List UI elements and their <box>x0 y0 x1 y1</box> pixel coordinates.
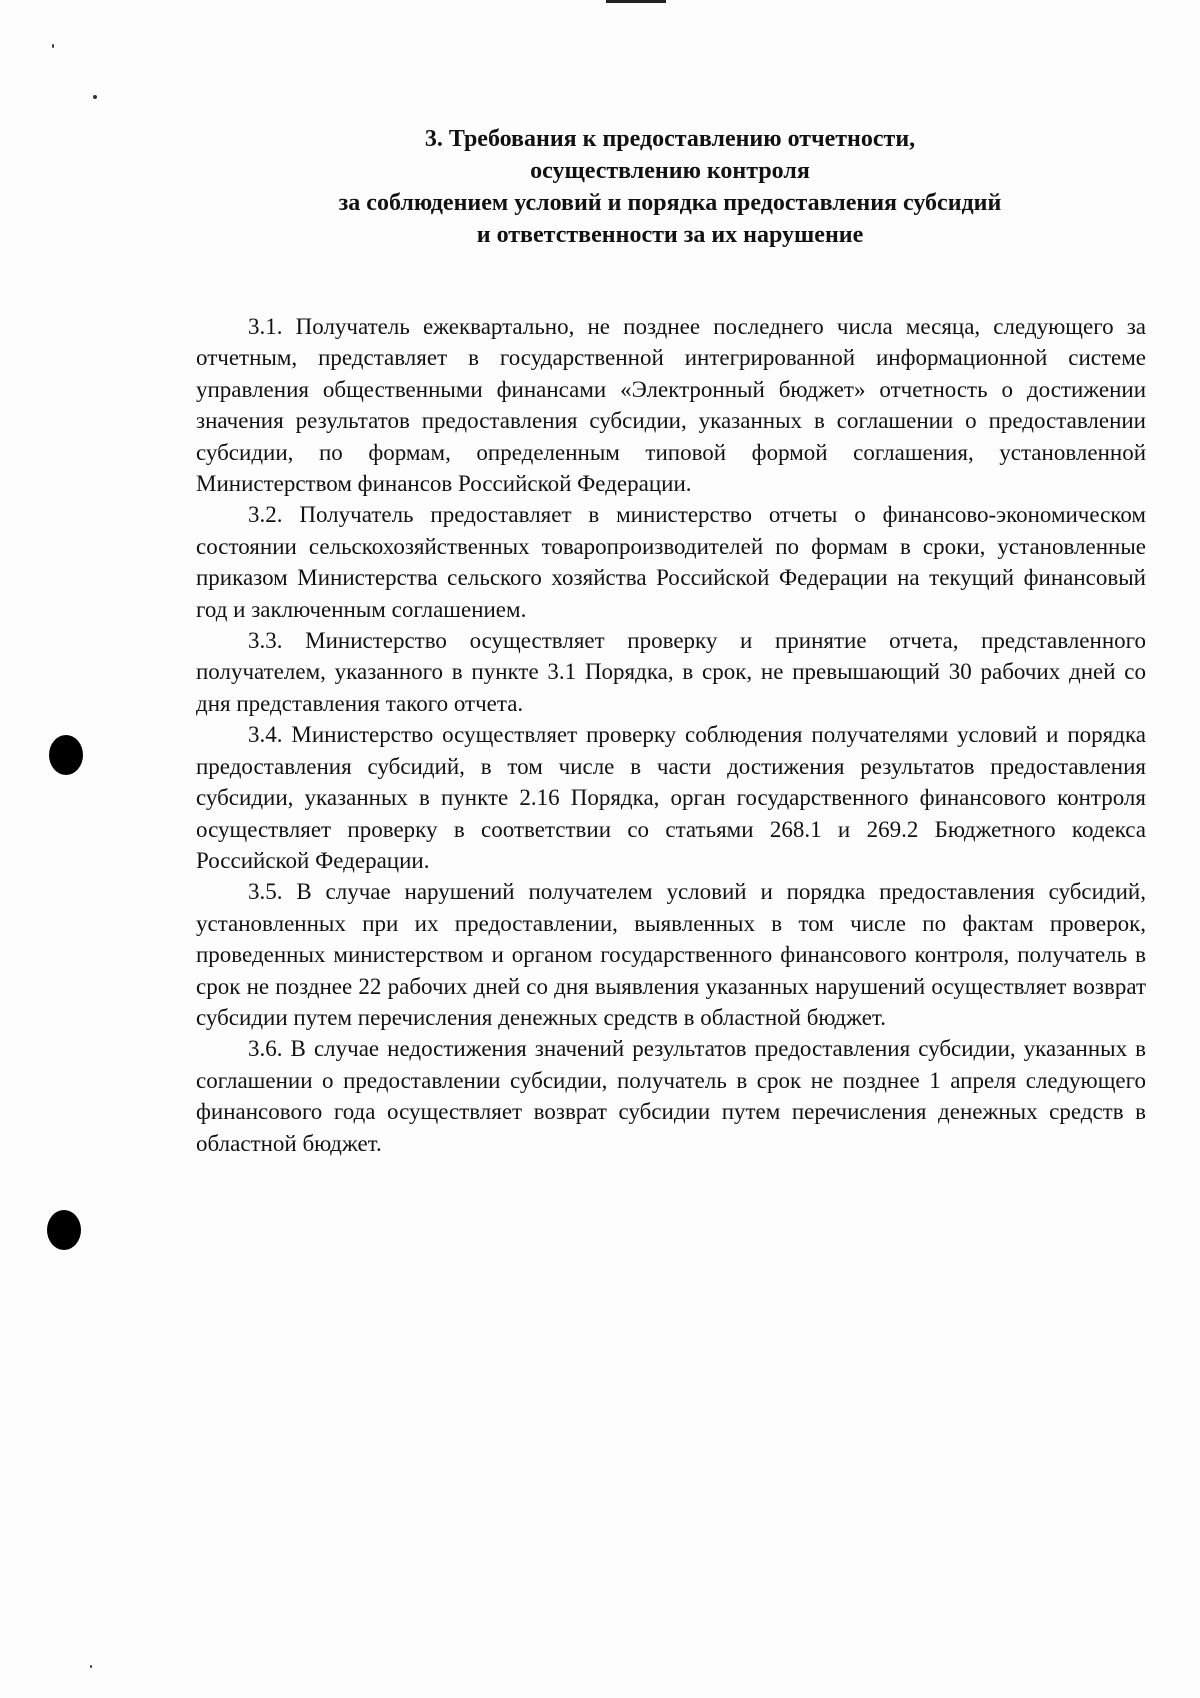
heading-line: 3. Требования к предоставлению отчетности, <box>424 126 916 152</box>
punch-hole <box>49 735 83 775</box>
heading-line: за соблюдением условий и порядка предоставления субсидий <box>338 190 1002 216</box>
scan-speck <box>52 44 54 48</box>
paragraph-3-5: 3.5. В случае нарушений получателем условий и порядка предоставления субсидий, установленных при их предоставлении, выявленных в том числе по фактам проверок, проведенных министерством и органом государственного финансового контроля, получатель в срок не позднее 22 рабочих дней со дня выявления указанных нарушений осуществляет возврат субсидии путем перечисления денежных средств в областной бюджет. <box>196 879 1146 1030</box>
paragraph-3-4: 3.4. Министерство осуществляет проверку соблюдения получателями условий и порядка предоставления субсидий, в том числе в части достижения результатов предоставления субсидии, указанных в пункте 2.16 Порядка, орган государственного финансового контроля осуществляет проверку в соответствии со статьями 268.1 и 269.2 Бюджетного кодекса Российской Федерации. <box>196 722 1146 873</box>
paragraph-3-1: 3.1. Получатель ежеквартально, не позднее последнего числа месяца, следующего за отчетным, представляет в государственной интегрированной информационной системе управления общественными финансами «Электронный бюджет» отчетность о достижении значения результатов предоставления субсидии, указанных в соглашении о предоставлении субсидии, по формам, определенным типовой формой соглашения, установленной Министерством финансов Российской Федерации. <box>196 314 1146 497</box>
paragraph-3-3: 3.3. Министерство осуществляет проверку и принятие отчета, представленного получателем, указанного в пункте 3.1 Порядка, в срок, не превышающий 30 рабочих дней со дня представления такого отчета. <box>196 628 1146 716</box>
paragraph-3-6: 3.6. В случае недостижения значений результатов предоставления субсидии, указанных в соглашении о предоставлении субсидии, получатель в срок не позднее 1 апреля следующего финансового года осуществляет возврат субсидии путем перечисления денежных средств в областной бюджет. <box>196 1036 1146 1156</box>
section-heading <box>200 123 1140 251</box>
scan-speck <box>90 1665 92 1668</box>
punch-hole <box>47 1210 81 1250</box>
paragraph-3-2: 3.2. Получатель предоставляет в министерство отчеты о финансово-экономическом состоянии сельскохозяйственных товаропроизводителей по формам в сроки, установленные приказом Министерства сельского хозяйства Российской Федерации на текущий финансовый год и заключенным соглашением. <box>196 502 1146 622</box>
scan-top-mark <box>606 0 666 3</box>
heading-line: осуществлению контроля <box>530 158 810 184</box>
document-body <box>196 311 1146 1159</box>
scan-speck <box>93 95 97 99</box>
heading-line: и ответственности за их нарушение <box>476 222 864 248</box>
